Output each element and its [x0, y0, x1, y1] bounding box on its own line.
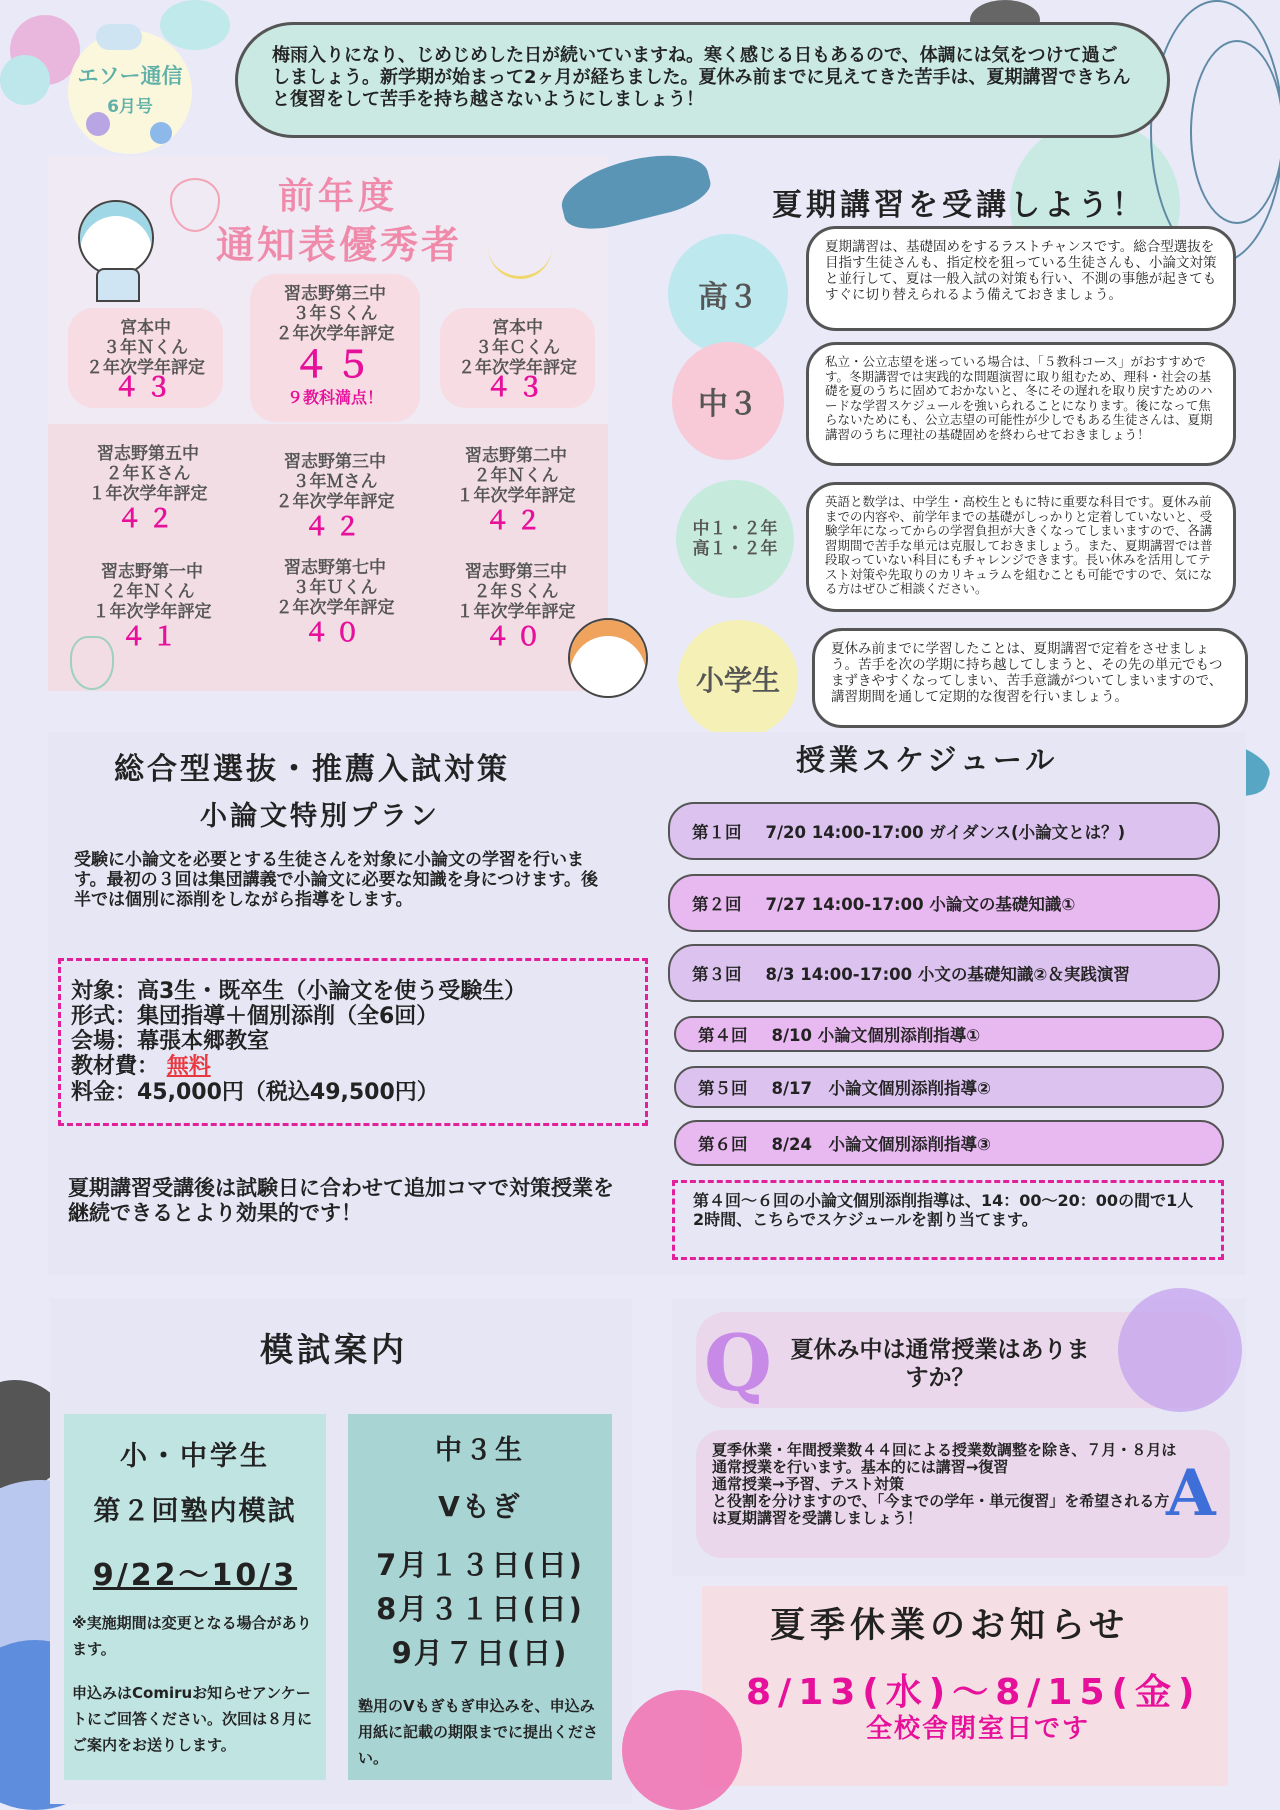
detail-line: 形式：集団指導＋個別添削（全6回）	[71, 1004, 439, 1029]
honor-card: 宮本中 ３年Ｎくん ２年次学年評定 ４３	[68, 308, 223, 408]
course-desc: 夏休み前までに学習したことは、夏期講習で定着をさせましょう。苦手を次の学期に持ち越してしまうと、その先の単元でもつまずきやすくなってしまい、苦手意識がついてしまいますので、講習期間を通して定期的な復習を行いましょう。	[812, 628, 1248, 728]
summer-title: 夏期講習を受講しよう！	[772, 188, 1146, 223]
grade-circle-mid3: 中３	[672, 342, 784, 460]
a-mark: A	[1166, 1456, 1216, 1531]
hydrangea-icon	[86, 112, 110, 136]
honor-panel	[48, 156, 608, 691]
fee-free: 無料	[166, 1054, 211, 1079]
honor-title-1: 前年度	[278, 176, 399, 217]
intro-text: 梅雨入りになり、じめじめした日が続いていますね。寒く感じる日もあるので、体調には気をつけて過ごしましょう。新学期が始まって2ヶ月が経ちました。夏休み前までに見えてきた苦手は、夏期講習できちんと復習をして苦手を持ち越さないようにしましょう！	[272, 45, 1131, 110]
girl-avatar-icon	[568, 618, 648, 698]
schedule-title: 授業スケジュール	[796, 743, 1059, 777]
price-line: 料金：45,000円（税込49,500円）	[71, 1080, 439, 1105]
answer-text: 夏季休業・年間授業数４４回による授業数調整を除き、７月・８月は通常授業を行います。基本的には講習→復習 通常授業→予習、テスト対策 と役割を分けますので、「今までの学年・単元復習」を希望される方は夏期講習を受講しましょう！	[712, 1441, 1177, 1527]
schedule-item: 第２回 7/27 14:00-17:00 小論文の基礎知識①	[668, 874, 1220, 932]
course-desc: 英語と数学は、中学生・高校生ともに特に重要な科目です。夏休み前までの内容や、前学年までの基礎がしっかりと定着していないと、受験学年になってからの学習負担が大きくなってしまいますので、各講習期間で苦手な単元は克服しておきましょう。また、夏期講習では普段取っていない科目にもチャレンジできます。長い休みを活用してテスト対策や先取りのカリキュラムを組むことも可能ですので、気になる方はぜひご相談ください。	[806, 482, 1236, 612]
deco-circle	[160, 0, 230, 50]
header-badge	[68, 30, 192, 154]
course-desc: 夏期講習は、基礎固めをするラストチャンスです。総合型選抜を目指す生徒さんも、指定校を狙っている生徒さんも、小論文対策と並行して、夏は一般入試の対策も行い、不測の事態が起きてもすぐに切り替えられるよう備えておきましょう。	[806, 226, 1236, 331]
header-intro	[235, 22, 1170, 138]
grapes-icon	[70, 636, 114, 690]
exam-title: 模試案内	[260, 1330, 408, 1369]
honor-row-item: 習志野第五中 ２年Ｋさん １年次学年評定 ４２	[88, 444, 208, 533]
exam-right-card	[348, 1414, 612, 1780]
deco-circle	[1190, 40, 1280, 224]
essay-title: 総合型選抜・推薦入試対策	[114, 752, 510, 787]
grade-circle-high3: 高３	[668, 234, 788, 354]
schedule-note: 第４回～６回の小論文個別添削指導は、14：00～20：00の間で1人2時間、こちらでスケジュールを割り当てます。	[693, 1191, 1194, 1229]
exam-date: 9月７日(日)	[391, 1636, 569, 1670]
cloud-icon	[96, 24, 142, 50]
exam-left-card	[64, 1414, 326, 1780]
schedule-item: 第１回 7/20 14:00-17:00 ガイダンス(小論文とは？)	[668, 802, 1220, 860]
boy-body-icon	[96, 268, 140, 302]
deco-circle	[0, 55, 50, 105]
honor-row-item: 習志野第三中 ２年Ｓくん １年次学年評定 ４０	[456, 562, 576, 651]
detail-line: 会場：幕張本郷教室	[71, 1029, 270, 1054]
honor-row-item: 習志野第二中 ２年Ｎくん １年次学年評定 ４２	[456, 446, 576, 535]
exam-right-note: 塾用のVもぎもぎ申込みを、申込み用紙に記載の期限までに提出ください。	[358, 1697, 599, 1767]
honor-card: 宮本中 ３年Ｃくん ２年次学年評定 ４３	[440, 308, 595, 408]
exam-left-period: 9/22～10/3	[92, 1558, 298, 1593]
honor-row-item: 習志野第一中 ２年Ｎくん １年次学年評定 ４１	[92, 562, 212, 651]
honor-row-item: 習志野第三中 ３年Ｍさん ２年次学年評定 ４２	[275, 452, 395, 541]
schedule-item: 第６回 8/24 小論文個別添削指導③	[674, 1120, 1224, 1166]
holiday-sub: 全校舎閉室日です	[866, 1714, 1091, 1744]
badge-month: 6月号	[107, 97, 153, 117]
essay-details-box	[58, 958, 648, 1126]
exam-left-note1: ※実施期間は変更となる場合があります。	[72, 1614, 312, 1658]
exam-date: 8月３１日(日)	[376, 1592, 584, 1626]
fee-line: 教材費： 無料	[71, 1054, 211, 1079]
exam-left-grade: 小・中学生	[120, 1441, 270, 1472]
honor-row-item: 習志野第七中 ３年Ｕくん ２年次学年評定 ４０	[275, 558, 395, 647]
schedule-item: 第３回 8/3 14:00-17:00 小文の基礎知識②＆実践演習	[668, 944, 1220, 1002]
hibiscus-icon	[1118, 1288, 1242, 1412]
schedule-item: 第５回 8/17 小論文個別添削指導②	[674, 1066, 1224, 1108]
hydrangea-icon	[150, 122, 172, 144]
q-mark: Q	[704, 1318, 772, 1409]
honor-card-featured: 習志野第三中 ３年Ｓくん ２年次学年評定 ４５ ９教科満点！	[250, 274, 420, 422]
hibiscus-pink-icon	[622, 1690, 742, 1810]
course-desc: 私立・公立志望を迷っている場合は、「５教科コース」がおすすめです。冬期講習では実践的な問題演習に取り組むため、理科・社会の基礎を夏のうちに固めておかないと、冬にその遅れを取り戻すためのハードな学習スケジュールを強いられることになります。後になって焦らないためにも、公立志望の可能性が少しでもある生徒さんは、夏期講習のうちに理社の基礎固めを終わらせておきましょう！	[806, 342, 1236, 466]
grade-circle-mid12: 中１・２年 高１・２年	[676, 480, 794, 598]
schedule-item: 第４回 8/10 小論文個別添削指導①	[674, 1016, 1224, 1052]
exam-right-name: Vもぎ	[438, 1490, 522, 1523]
honor-title-2: 通知表優秀者	[216, 223, 463, 267]
badge-title: エソー通信	[77, 64, 183, 88]
question-text: 夏休み中は通常授業はありますか？	[790, 1337, 1090, 1391]
exam-right-grade: 中３生	[435, 1435, 525, 1466]
essay-desc: 受験に小論文を必要とする生徒さんを対象に小論文の学習を行います。最初の３回は集団講義で小論文に必要な知識を身につけます。後半では個別に添削をしながら指導をします。	[74, 850, 598, 910]
detail-line: 対象：高3生・既卒生（小論文を使う受験生）	[71, 979, 527, 1004]
essay-footer: 夏期講習受講後は試験日に合わせて追加コマで対策授業を継続できるとより効果的です！	[68, 1176, 614, 1225]
grade-circle-elem: 小学生	[678, 620, 798, 738]
holiday-dates: 8/13(水)～8/15(金)	[746, 1672, 1202, 1713]
exam-date: 7月１３日(日)	[376, 1548, 584, 1582]
exam-left-name: 第２回塾内模試	[93, 1496, 297, 1527]
boy-avatar-icon	[78, 200, 154, 276]
schedule-note-box	[672, 1180, 1224, 1260]
exam-left-note2: 申込みはComiruお知らせアンケートにご回答ください。次回は８月にご案内をお送りします。	[72, 1684, 313, 1754]
essay-subtitle: 小論文特別プラン	[200, 801, 440, 832]
holiday-title: 夏季休業のお知らせ	[770, 1606, 1129, 1646]
